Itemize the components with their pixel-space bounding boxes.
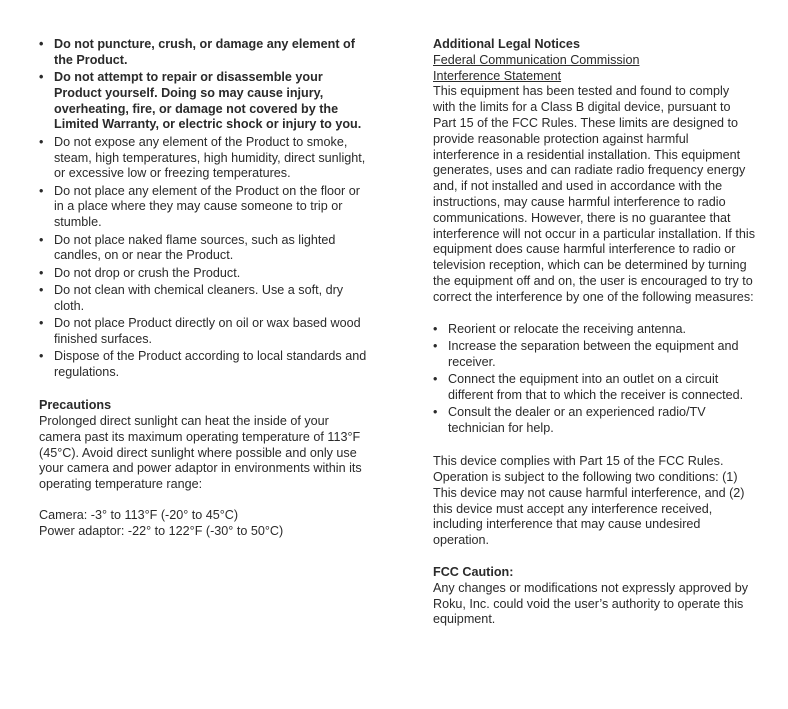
safety-item: • Do not clean with chemical cleaners. Use a soft, dry cloth.	[39, 283, 369, 315]
measure-item: • Consult the dealer or an experienced radio/TV technician for help.	[433, 405, 755, 437]
fcc-compliance-statement: This device complies with Part 15 of the FCC Rules. Operation is subject to the following two conditions: (1) This device may not cause harmful interference, and (2) this device must accept any interference received, including interference that may cause undesired operation.	[433, 454, 745, 548]
safety-item: • Do not place naked flame sources, such as lighted candles, on or near the Product.	[39, 233, 369, 265]
safety-item: • Dispose of the Product according to local standards and regulations.	[39, 349, 369, 381]
safety-item: • Do not attempt to repair or disassemble your Product yourself. Doing so may cause injury, overheating, fire, or damage not covered by the Limited Warranty, or electric shock or injury to you.	[39, 70, 369, 133]
safety-item: • Do not expose any element of the Product to smoke, steam, high temperatures, high humidity, direct sunlight, or excessive low or freezing temperatures.	[39, 135, 369, 182]
right-column	[433, 37, 755, 628]
safety-item: • Do not puncture, crush, or damage any element of the Product.	[39, 37, 369, 69]
fcc-caution-heading: FCC Caution:	[433, 564, 514, 579]
camera-temperature-range: Camera: -3° to 113°F (-20° to 45°C)	[39, 508, 239, 523]
fcc-caution-body: Any changes or modifications not expressly approved by Roku, Inc. could void the user’s authority to operate this equipment.	[433, 580, 749, 627]
safety-item: • Do not drop or crush the Product.	[39, 266, 369, 282]
safety-item: • Do not place Product directly on oil or wax based wood finished surfaces.	[39, 316, 369, 348]
precautions-body: Prolonged direct sunlight can heat the inside of your camera past its maximum operating temperature of 113°F (45°C). Avoid direct sunlight where possible and only use your camera and power adaptor in environments within its operating temperature range:	[39, 414, 362, 492]
adaptor-temperature-range: Power adaptor: -22° to 122°F (-30° to 50°C)	[39, 523, 284, 538]
legal-notices-heading: Additional Legal Notices	[433, 37, 580, 51]
precautions-heading: Precautions	[39, 398, 112, 413]
interference-measures-list	[433, 322, 755, 437]
safety-list	[39, 37, 369, 381]
fcc-statement-title-line2: Interference Statement	[433, 68, 562, 83]
fcc-statement-title-line1: Federal Communication Commission	[433, 52, 640, 67]
fcc-statement-body: This equipment has been tested and found to comply with the limits for a Class B digital device, pursuant to Part 15 of the FCC Rules. These limits are designed to provide reasonable protection against harmful interference in a residential installation. This equipment generates, uses and can radiate radio frequency energy and, if not installed and used in accordance with the instructions, may cause harmful interference to radio communications. However, there is no guarantee that interference will not occur in a particular installation. If this equipment does cause harmful interference to radio or television reception, which can be determined by turning the equipment off and on, the user is encouraged to try to correct the interference by one of the following measures:	[433, 84, 755, 304]
measure-item: • Increase the separation between the equipment and receiver.	[433, 339, 755, 371]
measure-item: • Connect the equipment into an outlet on a circuit different from that to which the receiver is connected.	[433, 372, 755, 404]
safety-item: • Do not place any element of the Product on the floor or in a place where they may cause someone to trip or stumble.	[39, 184, 369, 231]
measure-item: • Reorient or relocate the receiving antenna.	[433, 322, 755, 338]
left-column	[39, 37, 369, 540]
